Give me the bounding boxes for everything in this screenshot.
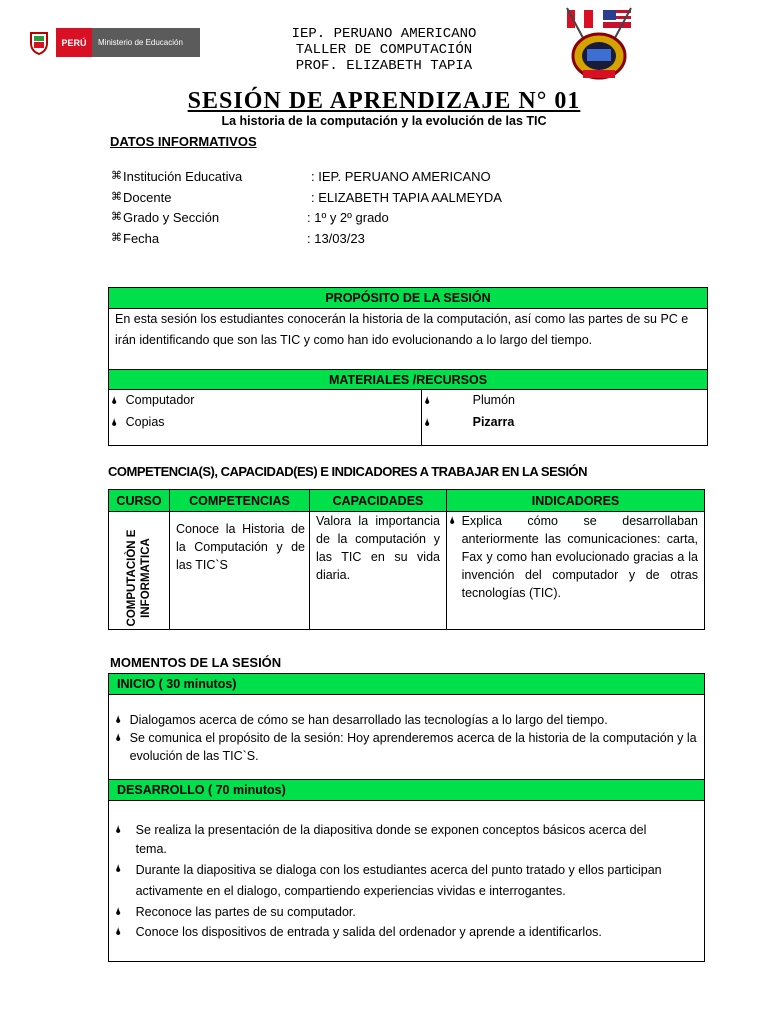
activity-text: Reconoce las partes de su computador. xyxy=(135,905,356,919)
list-item xyxy=(424,412,707,434)
materiales-left xyxy=(109,390,422,446)
list-item xyxy=(424,390,707,412)
activity-text: Dialogamos acerca de cómo se han desarrollado las tecnologías a lo largo del tiempo. xyxy=(129,713,608,727)
proposito-heading: PROPÓSITO DE LA SESIÓN xyxy=(109,288,708,309)
drop-bullet-icon: 🌢 xyxy=(115,714,122,726)
activity-text: Se comunica el propósito de la sesión: Hoy aprenderemos acerca de la historia de la computación y la evolución de las TIC`S. xyxy=(129,731,697,763)
list-item xyxy=(111,390,421,412)
ministry-name: Ministerio de Educación xyxy=(92,28,200,57)
info-value: : 13/03/23 xyxy=(307,231,365,246)
material-label: Computador xyxy=(125,393,195,407)
competencias-table xyxy=(108,489,705,630)
activity-text: Se realiza la presentación de la diapositiva donde se exponen conceptos básicos acerca del tema. xyxy=(135,823,647,856)
drop-bullet-icon: 🌢 xyxy=(115,926,122,938)
activity-text: Conoce los dispositivos de entrada y salida del ordenador y aprende a identificarlos. xyxy=(135,925,602,939)
drop-bullet-icon: 🌢 xyxy=(115,824,122,836)
drop-bullet-icon: 🌢 xyxy=(424,417,431,429)
info-label: Docente xyxy=(123,190,172,205)
info-row xyxy=(111,210,389,225)
materiales-heading: MATERIALES /RECURSOS xyxy=(109,370,708,390)
material-label: Copias xyxy=(125,415,165,429)
curso-label: COMPUTACIÒN E INFORMATICA xyxy=(126,529,152,627)
proposito-text: En esta sesión los estudiantes conocerán la historia de la computación, así como las partes de su PC e irán identificando que son las TIC y como han ido evolucionando a lo largo del tiempo. xyxy=(109,309,708,370)
command-bullet-icon: ⌘ xyxy=(111,232,122,244)
proposito-table xyxy=(108,287,708,446)
curso-cell xyxy=(109,512,170,630)
school-line: PROF. ELIZABETH TAPIA xyxy=(295,58,473,74)
info-value: : ELIZABETH TAPIA AALMEYDA xyxy=(311,190,502,205)
datos-heading: DATOS INFORMATIVOS xyxy=(110,134,257,149)
activity-text: Durante la diapositiva se dialoga con los estudiantes acerca del punto tratado y ellos participan activamente en el dialogo, compartiendo experiencias vividas e interrogantes. xyxy=(135,863,662,898)
info-value: : 1º y 2º grado xyxy=(307,210,389,225)
inicio-content xyxy=(109,695,705,780)
desarrollo-content xyxy=(109,801,705,962)
info-label: Institución Educativa xyxy=(123,169,243,184)
material-label: Plumón xyxy=(472,393,515,407)
list-item xyxy=(111,412,421,434)
country-badge: PERÚ xyxy=(56,28,92,57)
school-header xyxy=(200,26,568,74)
command-bullet-icon: ⌘ xyxy=(111,170,122,182)
desarrollo-heading: DESARROLLO ( 70 minutos) xyxy=(109,780,705,801)
list-item xyxy=(449,512,698,602)
list-item xyxy=(115,821,664,859)
info-row xyxy=(111,231,365,246)
command-bullet-icon: ⌘ xyxy=(111,191,122,203)
info-row xyxy=(111,169,491,184)
capacidad-cell: Valora la importancia de la computación y las TIC en su vida diaria. xyxy=(310,512,447,630)
list-item xyxy=(115,923,664,942)
command-bullet-icon: ⌘ xyxy=(111,211,122,223)
drop-bullet-icon: 🌢 xyxy=(115,732,122,744)
drop-bullet-icon: 🌢 xyxy=(449,515,456,527)
materiales-right xyxy=(422,390,708,446)
info-label: Grado y Sección xyxy=(123,210,220,225)
info-row xyxy=(111,190,502,205)
coat-of-arms-icon xyxy=(22,28,56,57)
info-value: : IEP. PERUANO AMERICANO xyxy=(311,169,491,184)
ministry-logo xyxy=(22,28,200,57)
column-header: CAPACIDADES xyxy=(310,490,447,512)
competencia-cell: Conoce la Historia de la Computación y de las TIC`S xyxy=(170,512,310,630)
inicio-heading: INICIO ( 30 minutos) xyxy=(109,674,705,695)
info-label: Fecha xyxy=(123,231,160,246)
column-header: COMPETENCIAS xyxy=(170,490,310,512)
drop-bullet-icon: 🌢 xyxy=(111,417,118,429)
list-item xyxy=(115,860,664,902)
list-item xyxy=(115,729,698,765)
session-title: SESIÓN DE APRENDIZAJE N° 01 xyxy=(187,88,581,114)
drop-bullet-icon: 🌢 xyxy=(115,863,122,875)
drop-bullet-icon: 🌢 xyxy=(111,395,118,407)
indicador-text: Explica cómo se desarrollaban anteriormente las comunicaciones: carta, Fax y como han evolucionado gracias a la invención del computador y de otras tecnologías (TIC). xyxy=(461,514,698,600)
momentos-table xyxy=(108,673,705,962)
competencias-heading: COMPETENCIA(S), CAPACIDAD(ES) E INDICADORES A TRABAJAR EN LA SESIÓN xyxy=(108,464,588,479)
list-item xyxy=(115,903,664,922)
momentos-heading: MOMENTOS DE LA SESIÓN xyxy=(110,655,282,670)
drop-bullet-icon: 🌢 xyxy=(424,395,431,407)
column-header: CURSO xyxy=(109,490,170,512)
session-subtitle: La historia de la computación y la evolución de las TIC xyxy=(221,114,547,128)
material-label: Pizarra xyxy=(472,415,515,429)
indicador-cell xyxy=(447,512,705,630)
school-line: IEP. PERUANO AMERICANO xyxy=(291,26,477,42)
school-crest-icon xyxy=(563,4,635,82)
list-item xyxy=(115,711,698,729)
column-header: INDICADORES xyxy=(447,490,705,512)
drop-bullet-icon: 🌢 xyxy=(115,906,122,918)
school-line: TALLER DE COMPUTACIÓN xyxy=(295,42,473,58)
